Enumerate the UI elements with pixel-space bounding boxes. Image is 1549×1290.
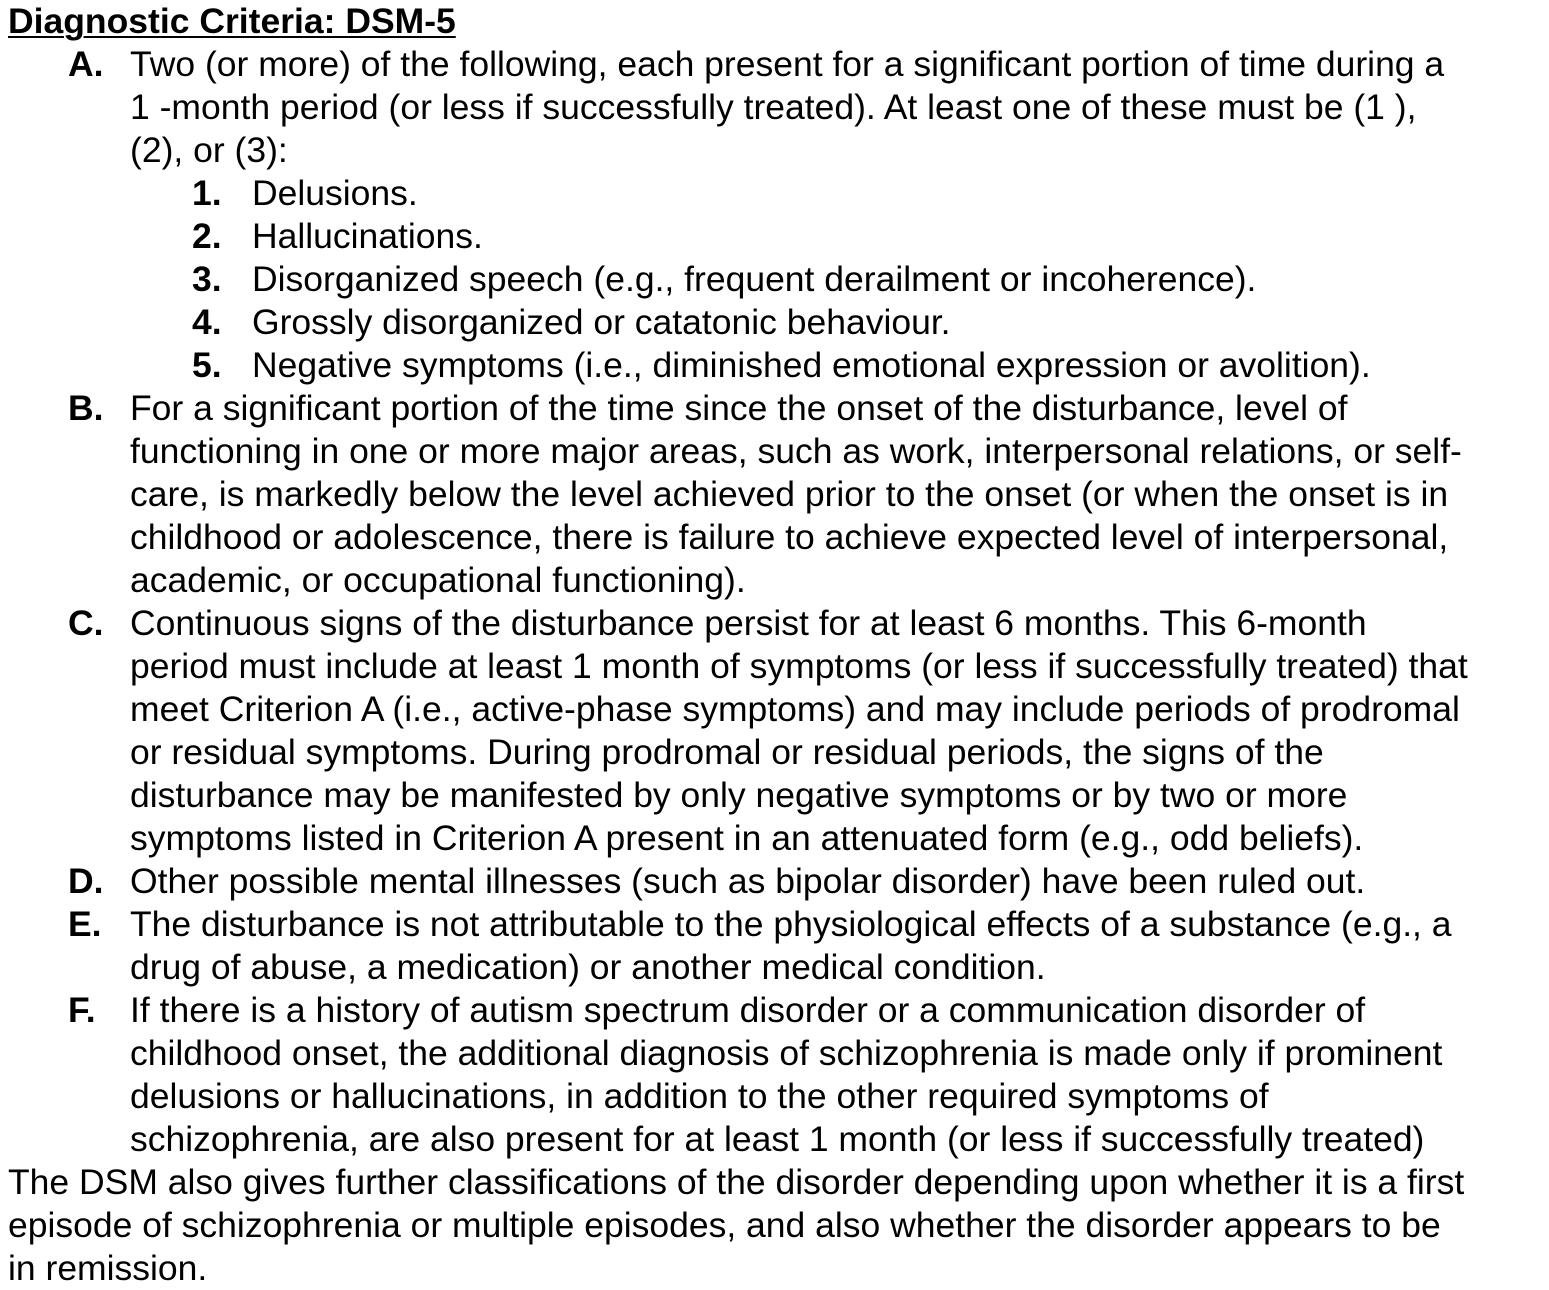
criterion-letter: A. — [68, 44, 104, 84]
symptom-text: Delusions. — [252, 173, 418, 213]
symptom-text: Disorganized speech (e.g., frequent derailment or incoherence). — [252, 259, 1257, 299]
symptom-number: 4. — [192, 302, 222, 342]
criterion-text-line: schizophrenia, are also present for at least 1 month (or less if successfully treated) — [130, 1119, 1425, 1159]
symptom-text: Grossly disorganized or catatonic behaviour. — [252, 302, 951, 342]
symptom-item — [130, 215, 1541, 258]
symptom-number: 1. — [192, 173, 222, 213]
symptom-text: Negative symptoms (i.e., diminished emotional expression or avolition). — [252, 345, 1371, 385]
criterion-e — [0, 903, 1549, 989]
criterion-letter: F. — [68, 990, 96, 1030]
criterion-text-line: or residual symptoms. During prodromal or residual periods, the signs of the — [130, 732, 1324, 772]
criterion-text-line: meet Criterion A (i.e., active-phase symptoms) and may include periods of prodromal — [130, 689, 1460, 729]
criterion-text-line: childhood or adolescence, there is failure to achieve expected level of interpersonal, — [130, 517, 1449, 557]
criterion-c — [0, 602, 1549, 860]
footer-paragraph — [8, 1161, 1549, 1290]
criterion-text-line: Two (or more) of the following, each present for a significant portion of time during a — [130, 44, 1445, 84]
symptom-number: 2. — [192, 216, 222, 256]
symptom-item — [130, 301, 1541, 344]
criterion-text-line: symptoms listed in Criterion A present in an attenuated form (e.g., odd beliefs). — [130, 818, 1364, 858]
footer-text-line: The DSM also gives further classifications of the disorder depending upon whether it is a first — [8, 1162, 1465, 1202]
criterion-text-line: (2), or (3): — [130, 130, 288, 170]
page-title: Diagnostic Criteria: DSM-5 — [8, 1, 456, 41]
criterion-a — [0, 43, 1549, 387]
criterion-text-line: functioning in one or more major areas, such as work, interpersonal relations, or self- — [130, 431, 1462, 471]
criterion-text-line: If there is a history of autism spectrum disorder or a communication disorder of — [130, 990, 1366, 1030]
criterion-text-line: delusions or hallucinations, in addition to the other required symptoms of — [130, 1076, 1269, 1116]
criterion-letter: E. — [68, 904, 102, 944]
criterion-b — [0, 387, 1549, 602]
criterion-text-line: period must include at least 1 month of symptoms (or less if successfully treated) that — [130, 646, 1468, 686]
criterion-text-line: Continuous signs of the disturbance persist for at least 6 months. This 6-month — [130, 603, 1367, 643]
symptom-text: Hallucinations. — [252, 216, 483, 256]
criteria-list — [0, 43, 1549, 1161]
criterion-letter: D. — [68, 861, 104, 901]
symptom-list — [130, 172, 1541, 387]
criterion-text-line: drug of abuse, a medication) or another medical condition. — [130, 947, 1046, 987]
symptom-item — [130, 344, 1541, 387]
symptom-number: 3. — [192, 259, 222, 299]
criterion-text-line: The disturbance is not attributable to the physiological effects of a substance (e.g., a — [130, 904, 1452, 944]
criterion-text-line: disturbance may be manifested by only negative symptoms or by two or more — [130, 775, 1348, 815]
criterion-text-line: Other possible mental illnesses (such as bipolar disorder) have been ruled out. — [130, 861, 1366, 901]
criterion-letter: B. — [68, 388, 104, 428]
criterion-text-line: care, is markedly below the level achieved prior to the onset (or when the onset is in — [130, 474, 1449, 514]
criterion-letter: C. — [68, 603, 104, 643]
criterion-text-line: academic, or occupational functioning). — [130, 560, 746, 600]
criterion-text-line: childhood onset, the additional diagnosis of schizophrenia is made only if prominent — [130, 1033, 1443, 1073]
criterion-f — [0, 989, 1549, 1161]
footer-text-line: in remission. — [8, 1248, 208, 1288]
symptom-item — [130, 172, 1541, 215]
criterion-text-line: For a significant portion of the time since the onset of the disturbance, level of — [130, 388, 1348, 428]
criterion-text-line: 1 -month period (or less if successfully treated). At least one of these must be (1 ), — [130, 87, 1417, 127]
symptom-number: 5. — [192, 345, 222, 385]
footer-text-line: episode of schizophrenia or multiple episodes, and also whether the disorder appears to be — [8, 1205, 1441, 1245]
symptom-item — [130, 258, 1541, 301]
criterion-d — [0, 860, 1549, 903]
